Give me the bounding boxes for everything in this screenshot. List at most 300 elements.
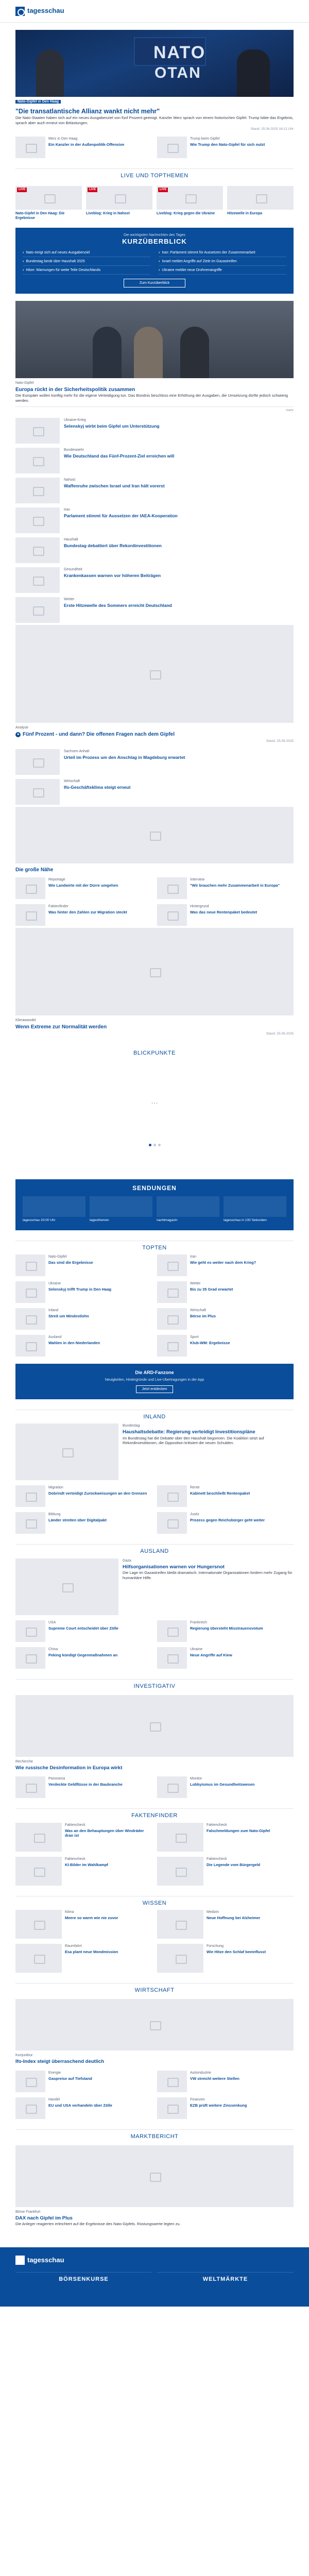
news-dateline: Haushalt bbox=[64, 538, 78, 542]
fakten-dateline: Faktencheck bbox=[207, 1823, 227, 1827]
sendungen-title: SENDUNGEN bbox=[132, 1184, 177, 1192]
kurzueberblick-item[interactable]: › Ukraine meldet neue Drohnenangriffe bbox=[159, 268, 286, 275]
news-row[interactable] bbox=[15, 749, 294, 775]
wissen-dateline: Medizin bbox=[207, 1910, 219, 1914]
fakten-thumbnail bbox=[15, 1823, 62, 1852]
top-row-item[interactable] bbox=[157, 137, 294, 158]
grid-headline: Wie Landwirte mit der Dürre umgehen bbox=[48, 883, 118, 888]
footer-logo[interactable] bbox=[15, 2256, 294, 2265]
ausland-item[interactable] bbox=[15, 1620, 152, 1642]
kurzueberblick-box bbox=[15, 228, 294, 294]
news-dateline: Nahost bbox=[64, 478, 76, 482]
wissen-headline: Neue Hoffnung bei Alzheimer bbox=[207, 1915, 261, 1920]
topten-dateline: Ausland bbox=[48, 1335, 62, 1340]
pager-dot[interactable] bbox=[158, 1144, 161, 1146]
wissen-dateline: Klima bbox=[65, 1910, 74, 1914]
ausland-lead-image bbox=[15, 1558, 118, 1615]
grid-headline: "Wir brauchen mehr Zusammenarbeit in Europa" bbox=[190, 883, 280, 888]
kurzueberblick-button[interactable]: Zum Kurzüberblick bbox=[124, 279, 185, 287]
news-dateline: Wetter bbox=[64, 598, 75, 602]
inland-grid bbox=[15, 1485, 294, 1534]
inland-lead-image bbox=[15, 1423, 118, 1480]
kurzueberblick-item[interactable]: › Hitze: Warnungen für weite Teile Deutschlands bbox=[23, 268, 150, 275]
wissen-item[interactable] bbox=[157, 1944, 294, 1973]
topten-item[interactable] bbox=[15, 1255, 152, 1276]
site-header bbox=[0, 0, 309, 23]
news-list bbox=[15, 418, 294, 623]
lead-headline[interactable]: Europa rückt in der Sicherheitspolitik zusammen bbox=[15, 387, 135, 393]
ausland-grid bbox=[15, 1620, 294, 1669]
video-icon bbox=[15, 732, 21, 737]
faktenfinder-grid bbox=[15, 1823, 294, 1886]
wirtschaft-item[interactable] bbox=[157, 2097, 294, 2119]
wirtschaft-dateline: Konjunktur bbox=[15, 2054, 33, 2058]
photo-person bbox=[180, 327, 209, 378]
investigativ-headline[interactable]: Wie russische Desinformation in Europa wirkt bbox=[15, 1765, 123, 1771]
wirtschaft-item-headline: VW streicht weitere Stellen bbox=[190, 2076, 239, 2081]
grid-item[interactable] bbox=[15, 904, 152, 926]
inland-thumbnail bbox=[157, 1512, 187, 1534]
wirtschaft-item-headline: Gaspreise auf Tiefstand bbox=[48, 2076, 92, 2081]
footer-boersenkurse[interactable]: BÖRSENKURSE bbox=[15, 2272, 152, 2286]
live-headline: Liveblog: Krieg in Nahost bbox=[86, 211, 130, 215]
news-row[interactable] bbox=[15, 478, 294, 503]
fakten-item[interactable] bbox=[157, 1823, 294, 1852]
teaser-dateline: Trump beim Gipfel bbox=[190, 137, 220, 141]
news-row[interactable] bbox=[15, 537, 294, 563]
inland-item[interactable] bbox=[15, 1512, 152, 1534]
live-badge: LIVE bbox=[17, 188, 27, 193]
kurzueberblick-subtitle: Die wichtigsten Nachrichten des Tages bbox=[123, 233, 186, 237]
live-card[interactable] bbox=[86, 186, 152, 221]
fakten-thumbnail bbox=[157, 1823, 203, 1852]
wirtschaft-thumbnail bbox=[157, 2097, 187, 2119]
nato-sign-bottom: OTAN bbox=[154, 64, 201, 81]
live-thumbnail bbox=[86, 186, 152, 210]
pager-dot[interactable] bbox=[149, 1144, 151, 1146]
news-dateline: Bundeswehr bbox=[64, 448, 84, 452]
news-headline: Waffenruhe zwischen Israel und Iran hält vorerst bbox=[64, 483, 165, 489]
kurzueberblick-item[interactable]: › Nato einigt sich auf neues Ausgabenziel bbox=[23, 250, 150, 257]
promo-subtitle: Neuigkeiten, Hintergründe und Live-Übertragungen in der App bbox=[105, 1378, 204, 1382]
wissen-thumbnail bbox=[157, 1944, 203, 1973]
site-footer bbox=[0, 2247, 309, 2307]
topten-headline: Bis zu 35 Grad erwartet bbox=[190, 1287, 233, 1292]
grid-item[interactable] bbox=[157, 877, 294, 899]
wirtschaft-image[interactable] bbox=[15, 1999, 294, 2050]
inland-headline: Dobrindt verteidigt Zurückweisungen an den Grenzen bbox=[48, 1491, 147, 1496]
live-card[interactable] bbox=[227, 186, 294, 221]
inland-dateline: Justiz bbox=[190, 1513, 199, 1517]
topten-headline: Klub-WM: Ergebnisse bbox=[190, 1341, 230, 1346]
inland-item[interactable] bbox=[15, 1485, 152, 1507]
topten-thumbnail bbox=[15, 1308, 45, 1330]
footer-columns bbox=[15, 2272, 294, 2286]
investigativ-thumbnail bbox=[15, 1776, 45, 1798]
kurzueberblick-item[interactable]: › Bundestag berät über Haushalt 2025 bbox=[23, 259, 150, 266]
ausland-item[interactable] bbox=[157, 1647, 294, 1669]
news-headline: Bundestag debattiert über Rekordinvestitionen bbox=[64, 543, 162, 549]
investigativ-thumbnail bbox=[157, 1776, 187, 1798]
fakten-thumbnail bbox=[15, 1857, 62, 1886]
faktenfinder-title: FAKTENFINDER bbox=[15, 1808, 294, 1822]
fakten-headline: KI-Bilder im Wahlkampf bbox=[65, 1862, 108, 1867]
ausland-dateline: USA bbox=[48, 1620, 56, 1624]
topten-thumbnail bbox=[157, 1281, 187, 1303]
sendung-thumbnail bbox=[90, 1196, 152, 1217]
blickpunkte-title: BLICKPUNKTE bbox=[133, 1050, 176, 1057]
topten-headline: Das sind die Ergebnisse bbox=[48, 1260, 93, 1265]
fakten-item[interactable] bbox=[15, 1823, 152, 1852]
fakten-headline: Die Legende vom Bürgergeld bbox=[207, 1862, 261, 1867]
inland-headline: Kabinett beschließt Rentenpaket bbox=[190, 1491, 250, 1496]
sendung-card[interactable] bbox=[23, 1196, 85, 1223]
investigativ-item-headline: Verdeckte Geldflüsse in der Baubranche bbox=[48, 1782, 123, 1787]
grid1-title: Die große Nähe bbox=[15, 867, 54, 873]
hero-dateline bbox=[15, 99, 294, 104]
feature-headline-text: Fünf Prozent - und dann? Die offenen Fragen nach dem Gipfel bbox=[23, 732, 175, 738]
marktbericht-title: MARKTBERICHT bbox=[15, 2129, 294, 2143]
marktbericht-headline[interactable]: DAX nach Gipfel im Plus bbox=[15, 2215, 73, 2221]
teaser-headline: Ein Kanzler in der Außenpolitik-Offensive bbox=[48, 142, 125, 147]
news-row[interactable] bbox=[15, 567, 294, 593]
grid-headline: Was das neue Rentenpaket bedeutet bbox=[190, 909, 258, 914]
marktbericht-image[interactable] bbox=[15, 2145, 294, 2207]
news-row[interactable] bbox=[15, 507, 294, 533]
news-dateline: Ukraine-Krieg bbox=[64, 418, 86, 422]
wirtschaft-item[interactable] bbox=[15, 2071, 152, 2092]
news-dateline: Wirtschaft bbox=[64, 779, 80, 783]
ausland-headline: Supreme Court entscheidet über Zölle bbox=[48, 1625, 118, 1631]
wissen-thumbnail bbox=[157, 1910, 203, 1939]
topten-headline: Streit um Mindestlohn bbox=[48, 1314, 89, 1319]
sendung-caption: tagesschau in 100 Sekunden bbox=[224, 1218, 267, 1223]
teaser-image[interactable] bbox=[15, 807, 294, 863]
topten-thumbnail bbox=[157, 1308, 187, 1330]
news-headline: Wie Deutschland das Fünf-Prozent-Ziel erreichen will bbox=[64, 453, 175, 459]
inland-item[interactable] bbox=[157, 1485, 294, 1507]
hero-dateline-text: Nato-Gipfel in Den Haag bbox=[15, 100, 61, 104]
inland-dateline: Migration bbox=[48, 1486, 63, 1490]
hero-headline[interactable]: "Die transatlantische Allianz wankt nicht mehr" bbox=[15, 108, 160, 115]
topten-dateline: Wirtschaft bbox=[190, 1309, 207, 1313]
wirtschaft-thumbnail bbox=[15, 2097, 45, 2119]
wirtschaft-title: WIRTSCHAFT bbox=[15, 1983, 294, 1997]
sendung-card[interactable] bbox=[224, 1196, 286, 1223]
wirtschaft-item[interactable] bbox=[15, 2097, 152, 2119]
investigativ-item-dateline: Panorama bbox=[48, 1777, 65, 1781]
grid-item[interactable] bbox=[157, 904, 294, 926]
teaser-thumbnail bbox=[15, 137, 45, 158]
investigativ-image[interactable] bbox=[15, 1695, 294, 1757]
news-dateline: Iran bbox=[64, 508, 71, 512]
topten-dateline: Inland bbox=[48, 1309, 59, 1313]
teaser-dateline: Merz in Den Haag bbox=[48, 137, 78, 141]
news-headline: Urteil im Prozess um den Anschlag in Magdeburg erwartet bbox=[64, 754, 185, 760]
ausland-item[interactable] bbox=[15, 1647, 152, 1669]
sendung-thumbnail bbox=[157, 1196, 219, 1217]
wissen-title: WISSEN bbox=[15, 1896, 294, 1910]
inland-lead-dateline: Bundestag bbox=[123, 1424, 140, 1428]
photo-person bbox=[134, 327, 163, 378]
news-row[interactable] bbox=[15, 448, 294, 473]
ausland-lead[interactable] bbox=[15, 1558, 294, 1615]
news-thumbnail bbox=[15, 418, 60, 444]
news-headline: Ifo-Geschäftsklima steigt erneut bbox=[64, 784, 131, 790]
news-row[interactable] bbox=[15, 597, 294, 623]
grid-thumbnail bbox=[157, 904, 187, 926]
topten-thumbnail bbox=[157, 1335, 187, 1357]
news-dateline: Gesundheit bbox=[64, 568, 82, 572]
wirtschaft-grid bbox=[15, 2071, 294, 2119]
sendung-card[interactable] bbox=[157, 1196, 219, 1223]
top-row bbox=[15, 137, 294, 158]
topten-headline: Wahlen in den Niederlanden bbox=[48, 1341, 100, 1346]
investigativ-item-headline: Lobbyismus im Gesundheitswesen bbox=[190, 1782, 255, 1787]
sendungen-box bbox=[15, 1179, 294, 1230]
news-thumbnail bbox=[15, 567, 60, 593]
topten-dateline: Iran bbox=[190, 1255, 197, 1259]
ausland-thumbnail bbox=[15, 1647, 45, 1669]
ausland-lead-teaser: Die Lage im Gazastreifen bleibt dramatisch. Internationale Organisationen fordern mehr Zugang für humanitäre Hilfe. bbox=[123, 1570, 293, 1580]
promo-banner bbox=[15, 1364, 294, 1399]
footer-weltmaerkte[interactable]: WELTMÄRKTE bbox=[157, 2272, 294, 2286]
news-thumbnail bbox=[15, 448, 60, 473]
grid-dateline: Interview bbox=[190, 877, 205, 882]
live-headline: Liveblog: Krieg gegen die Ukraine bbox=[157, 211, 215, 215]
wissen-item[interactable] bbox=[15, 1944, 152, 1973]
grid-item[interactable] bbox=[15, 877, 152, 899]
grid-dateline: Faktenfinder bbox=[48, 904, 68, 908]
live-thumbnail bbox=[15, 186, 82, 210]
topten-item[interactable] bbox=[157, 1281, 294, 1303]
feature-headline[interactable] bbox=[15, 731, 294, 738]
ausland-headline: Regierung übersteht Misstrauensvotum bbox=[190, 1625, 263, 1631]
fakten-headline: Falschmeldungen zum Nato-Gipfel bbox=[207, 1828, 270, 1833]
hero-teaser: Die Nato-Staaten haben sich auf ein neues Ausgabenziel von fünf Prozent geeinigt. Kanzler Merz sprach von einem historischen Gipfel. Trump lobte das Ergebnis, sprach aber auch erneut von Belastungen. bbox=[15, 115, 294, 126]
topten-thumbnail bbox=[15, 1255, 45, 1276]
inland-lead[interactable] bbox=[15, 1423, 294, 1480]
feature2-headline[interactable]: Wenn Extreme zur Normalität werden bbox=[15, 1024, 107, 1030]
teaser-thumbnail bbox=[157, 137, 187, 158]
investigativ-item[interactable] bbox=[15, 1776, 152, 1798]
live-card[interactable] bbox=[157, 186, 223, 221]
hero-person-left bbox=[36, 49, 64, 97]
promo-title: Die ARD-Fanzone bbox=[135, 1370, 174, 1376]
kurzueberblick-title: KURZÜBERBLICK bbox=[122, 237, 187, 245]
wirtschaft-thumbnail bbox=[157, 2071, 187, 2092]
investigativ-item[interactable] bbox=[157, 1776, 294, 1798]
ausland-title: AUSLAND bbox=[15, 1544, 294, 1558]
ausland-lead-dateline: Gaza bbox=[123, 1558, 131, 1563]
logo-icon bbox=[15, 7, 25, 16]
marktbericht-dateline: Börse Frankfurt bbox=[15, 2210, 41, 2214]
kurzueberblick-item[interactable]: › Iran: Parlament stimmt für Aussetzen der Zusammenarbeit bbox=[159, 250, 286, 257]
fakten-headline: Was an den Behauptungen über Windräder dran ist bbox=[65, 1828, 144, 1838]
topten-item[interactable] bbox=[157, 1255, 294, 1276]
ausland-item[interactable] bbox=[157, 1620, 294, 1642]
footer-logo-text: tagesschau bbox=[27, 2256, 64, 2264]
inland-headline: Prozess gegen Reichsbürger geht weiter bbox=[190, 1518, 265, 1523]
topten-thumbnail bbox=[15, 1281, 45, 1303]
topten-dateline: Wetter bbox=[190, 1282, 201, 1286]
lead-dateline: Nato-Gipfel bbox=[15, 381, 34, 385]
topten-grid bbox=[15, 1255, 294, 1357]
topten-item[interactable] bbox=[157, 1308, 294, 1330]
wissen-thumbnail bbox=[15, 1944, 62, 1973]
wirtschaft-item[interactable] bbox=[157, 2071, 294, 2092]
live-badge: LIVE bbox=[88, 188, 97, 193]
feature-dateline: Analyse bbox=[15, 726, 28, 730]
feature2-dateline: Klimawandel bbox=[15, 1018, 36, 1022]
ausland-thumbnail bbox=[157, 1620, 187, 1642]
feature-meta: Stand: 25.06.2025 bbox=[266, 739, 294, 743]
sendung-caption: tagesthemen bbox=[90, 1218, 109, 1223]
wissen-dateline: Raumfahrt bbox=[65, 1944, 82, 1948]
wissen-grid bbox=[15, 1910, 294, 1973]
teaser-headline: Wie Trump den Nato-Gipfel für sich nutzt bbox=[190, 142, 265, 147]
sendung-caption: nachtmagazin bbox=[157, 1218, 178, 1223]
topten-item[interactable] bbox=[15, 1335, 152, 1357]
wissen-thumbnail bbox=[15, 1910, 62, 1939]
news-row[interactable] bbox=[15, 418, 294, 444]
fakten-dateline: Faktencheck bbox=[65, 1823, 85, 1827]
live-headline: Nato-Gipfel in Den Haag: Die Ergebnisse bbox=[15, 211, 65, 220]
promo-button[interactable]: Jetzt entdecken bbox=[136, 1385, 173, 1393]
inland-lead-headline: Haushaltsdebatte: Regierung verteidigt Investitionspläne bbox=[123, 1429, 255, 1435]
marktbericht-teaser: Die Anleger reagierten erleichtert auf die Ergebnisse des Nato-Gipfels. Rüstungswerte legten zu. bbox=[15, 2222, 181, 2227]
feature-image[interactable] bbox=[15, 625, 294, 723]
wirtschaft-item-headline: EZB prüft weitere Zinssenkung bbox=[190, 2103, 247, 2108]
fakten-dateline: Faktencheck bbox=[65, 1857, 85, 1861]
ausland-headline: Neue Angriffe auf Kiew bbox=[190, 1652, 232, 1657]
news-thumbnail bbox=[15, 507, 60, 533]
inland-thumbnail bbox=[157, 1485, 187, 1507]
logo-icon bbox=[15, 2256, 25, 2265]
topten-item[interactable] bbox=[157, 1335, 294, 1357]
hero-image[interactable] bbox=[15, 30, 294, 97]
lead-teaser: Die Europäer wollen künftig mehr für die eigene Verteidigung tun. Das Bündnis beschloss eine Erhöhung der Ausgaben, die Umsetzung dürfte jedoch schwierig werden. bbox=[15, 393, 288, 403]
live-card[interactable] bbox=[15, 186, 82, 221]
news-headline: Erste Hitzewelle des Sommers erreicht Deutschland bbox=[64, 603, 172, 608]
wirtschaft-item-dateline: Finanzen bbox=[190, 2097, 205, 2102]
wirtschaft-thumbnail bbox=[15, 2071, 45, 2092]
topten-item[interactable] bbox=[15, 1308, 152, 1330]
top-row-item[interactable] bbox=[15, 137, 152, 158]
grid-dateline: Reportage bbox=[48, 877, 65, 882]
wirtschaft-headline[interactable]: Ifo-Index steigt überraschend deutlich bbox=[15, 2059, 105, 2065]
topten-dateline: Nato-Gipfel bbox=[48, 1255, 67, 1259]
grid-thumbnail bbox=[15, 904, 45, 926]
ausland-dateline: Frankreich bbox=[190, 1620, 208, 1624]
inland-dateline: Rente bbox=[190, 1486, 200, 1490]
ausland-dateline: Ukraine bbox=[190, 1647, 203, 1651]
sendung-caption: tagesschau 20:00 Uhr bbox=[23, 1218, 56, 1223]
pager-dot[interactable] bbox=[153, 1144, 156, 1146]
kurzueberblick-item[interactable]: › Israel meldet Angriffe auf Ziele im Gazastreifen bbox=[159, 259, 286, 266]
topten-headline: Wie geht es weiter nach dem Krieg? bbox=[190, 1260, 256, 1265]
carousel-pager[interactable] bbox=[15, 1142, 294, 1148]
logo-text: tagesschau bbox=[27, 7, 64, 15]
inland-item[interactable] bbox=[157, 1512, 294, 1534]
wissen-dateline: Forschung bbox=[207, 1944, 224, 1948]
wirtschaft-item-headline: EU und USA verhandeln über Zölle bbox=[48, 2103, 112, 2108]
photo-person bbox=[93, 327, 122, 378]
feature2-image[interactable] bbox=[15, 928, 294, 1015]
inland-title: INLAND bbox=[15, 1410, 294, 1423]
grid-headline: Was hinter den Zahlen zur Migration steckt bbox=[48, 909, 127, 914]
kurzueberblick-list bbox=[23, 250, 286, 275]
live-section-title: LIVE UND TOPTHEMEN bbox=[15, 168, 294, 182]
sendungen-grid bbox=[23, 1196, 286, 1223]
fakten-item[interactable] bbox=[15, 1857, 152, 1886]
live-thumbnail bbox=[227, 186, 294, 210]
grid-thumbnail bbox=[15, 877, 45, 899]
grid1 bbox=[15, 877, 294, 926]
news-headline: Krankenkassen warnen vor höheren Beiträgen bbox=[64, 573, 161, 579]
nato-sign-top: NATO bbox=[153, 43, 206, 62]
ausland-headline: Peking kündigt Gegenmaßnahmen an bbox=[48, 1652, 118, 1657]
news-row[interactable] bbox=[15, 779, 294, 805]
inland-thumbnail bbox=[15, 1512, 45, 1534]
grid-thumbnail bbox=[157, 877, 187, 899]
live-row bbox=[15, 186, 294, 221]
investigativ-item-dateline: Monitor bbox=[190, 1777, 202, 1781]
topten-dateline: Sport bbox=[190, 1335, 199, 1340]
sendung-thumbnail bbox=[23, 1196, 85, 1217]
investigativ-dateline: Recherche bbox=[15, 1759, 33, 1764]
news-headline: Parlament stimmt für Aussetzen der IAEA-Kooperation bbox=[64, 513, 178, 519]
investigativ-grid bbox=[15, 1776, 294, 1798]
topten-item[interactable] bbox=[15, 1281, 152, 1303]
site-logo[interactable] bbox=[15, 7, 64, 16]
sendung-card[interactable] bbox=[90, 1196, 152, 1223]
news-dateline: Sachsen-Anhalt bbox=[64, 749, 90, 753]
investigativ-title: INVESTIGATIV bbox=[15, 1679, 294, 1693]
news-thumbnail bbox=[15, 597, 60, 623]
loading-spinner: … bbox=[151, 1096, 158, 1105]
fakten-dateline: Faktencheck bbox=[207, 1857, 227, 1861]
topten-thumbnail bbox=[157, 1255, 187, 1276]
inland-lead-teaser: Im Bundestag hat die Debatte über den Haushalt begonnen. Die Koalition setzt auf Rekordinvestitionen, die Opposition kritisiert die neuen Schulden. bbox=[123, 1435, 264, 1446]
feature2-meta: Stand: 25.06.2025 bbox=[266, 1031, 294, 1036]
lead-photo[interactable] bbox=[15, 301, 294, 378]
live-thumbnail bbox=[157, 186, 223, 210]
live-headline: Hitzewelle in Europa bbox=[227, 211, 263, 215]
grid-dateline: Hintergrund bbox=[190, 904, 209, 908]
wissen-headline: Meere so warm wie nie zuvor bbox=[65, 1915, 118, 1920]
wissen-item[interactable] bbox=[157, 1910, 294, 1939]
inland-dateline: Bildung bbox=[48, 1513, 61, 1517]
wirtschaft-item-dateline: Energie bbox=[48, 2071, 61, 2075]
sendung-thumbnail bbox=[224, 1196, 286, 1217]
wissen-item[interactable] bbox=[15, 1910, 152, 1939]
fakten-thumbnail bbox=[157, 1857, 203, 1886]
news-thumbnail bbox=[15, 779, 60, 805]
lead-more-link[interactable]: mehr bbox=[15, 406, 294, 413]
ausland-dateline: China bbox=[48, 1647, 58, 1651]
inland-thumbnail bbox=[15, 1485, 45, 1507]
fakten-item[interactable] bbox=[157, 1857, 294, 1886]
live-badge: LIVE bbox=[158, 188, 168, 193]
ausland-thumbnail bbox=[15, 1620, 45, 1642]
wissen-headline: Esa plant neue Mondmission bbox=[65, 1949, 118, 1954]
hero-person-right bbox=[237, 49, 270, 97]
news-thumbnail bbox=[15, 749, 60, 775]
ausland-thumbnail bbox=[157, 1647, 187, 1669]
news-headline: Selenskyj wirbt beim Gipfel um Unterstützung bbox=[64, 423, 160, 429]
topten-thumbnail bbox=[15, 1335, 45, 1357]
